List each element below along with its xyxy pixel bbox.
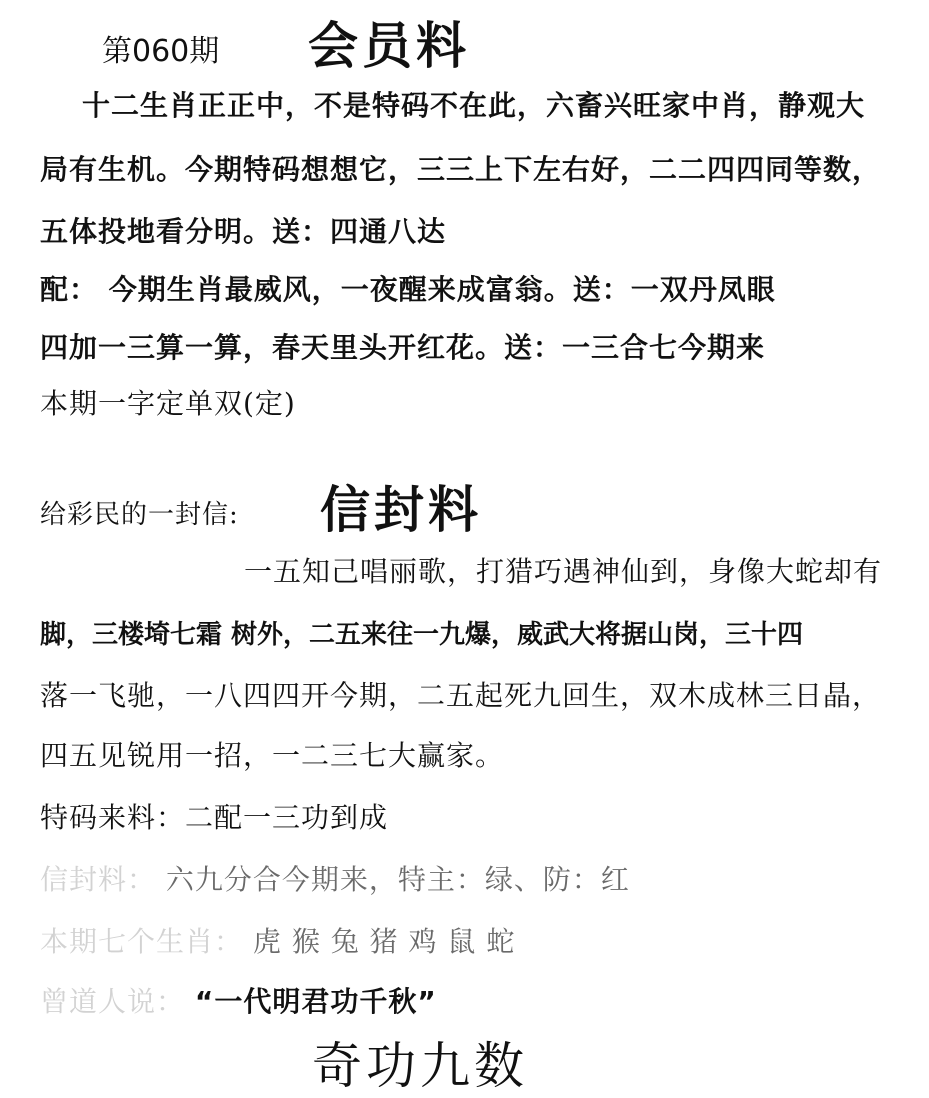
zodiac-label: 本期七个生肖： xyxy=(40,925,244,958)
envelope-text: 六九分合今期来，特主：绿、防：红 xyxy=(165,863,630,896)
letter-title: 信封料 xyxy=(320,481,482,539)
member-line-1: 十二生肖正正中，不是特码不在此，六畜兴旺家中肖，静观大 xyxy=(82,89,866,122)
letter-line-5: 特码来料：二配一三功到成 xyxy=(40,801,389,834)
member-line-6: 本期一字定单双(定) xyxy=(40,387,296,420)
letter-line-2: 脚，三楼埼七霜 树外，二五来往一九爆，威武大将据山岗，三十四 xyxy=(40,620,804,650)
letter-intro: 给彩民的一封信: xyxy=(40,500,239,530)
member-line-5: 四加一三算一算，春天里头开红花。送：一三合七今期来 xyxy=(40,331,766,364)
issue-number: 第060期 xyxy=(102,34,220,69)
member-line-2: 局有生机。今期特码想想它，三三上下左右好，二二四四同等数， xyxy=(40,153,882,186)
letter-line-1: 一五知己唱丽歌，打猎巧遇神仙到，身像大蛇却有 xyxy=(244,555,883,588)
saying-label: 曾道人说： xyxy=(40,985,186,1018)
zodiac-text: 虎 猴 兔 猪 鸡 鼠 蛇 xyxy=(252,925,516,958)
member-title: 会员料 xyxy=(308,17,470,75)
zodiac-line xyxy=(40,920,515,960)
saying-text: “一代明君功千秋” xyxy=(194,985,437,1018)
letter-line-4: 四五见锐用一招，一二三七大赢家。 xyxy=(40,739,505,772)
footer-title: 奇功九数 xyxy=(312,1037,528,1095)
letter-line-3: 落一飞驰，一八四四开今期，二五起死九回生，双木成林三日晶， xyxy=(40,679,882,712)
saying-line xyxy=(40,980,437,1020)
envelope-label: 信封料： xyxy=(40,863,157,896)
envelope-line xyxy=(40,858,630,898)
member-line-3: 五体投地看分明。送：四通八达 xyxy=(40,215,447,248)
member-line-4: 配： 今期生肖最威风，一夜醒来成富翁。送：一双丹凤眼 xyxy=(40,273,776,306)
